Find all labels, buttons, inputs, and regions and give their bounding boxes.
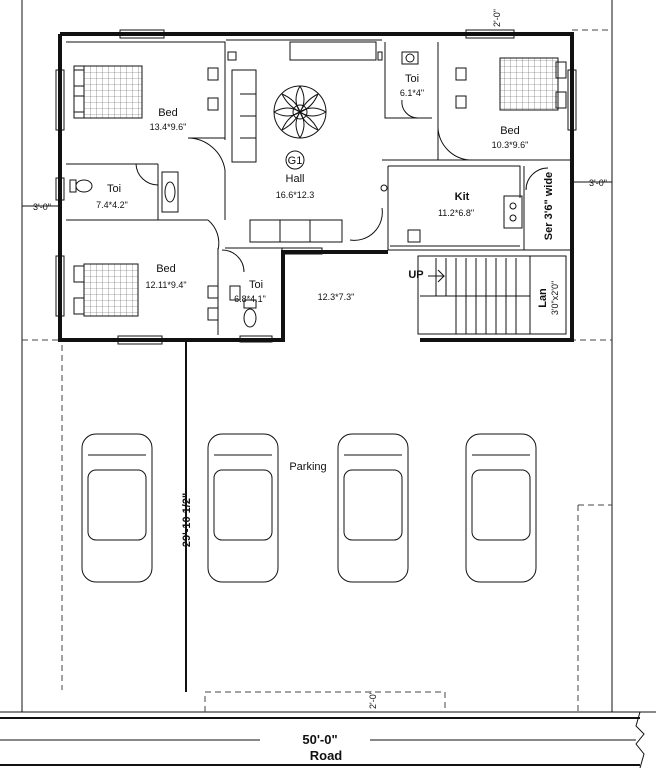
bed3-name: Bed	[156, 263, 176, 275]
stair-up-label: UP	[408, 269, 424, 281]
gate-setback	[205, 692, 445, 712]
car-3	[338, 434, 408, 582]
toi2-size: 7.4*4.2"	[96, 200, 128, 210]
road-label: Road	[309, 748, 343, 763]
kitchen-fixtures	[390, 196, 522, 246]
car-1	[82, 434, 152, 582]
bed-furniture-1	[74, 66, 218, 118]
toi1-name: Toi	[404, 73, 420, 85]
stair-area-size: 12.3*7.3"	[317, 292, 355, 302]
front-dimension: 2'-0"	[368, 691, 378, 709]
rosette-rug	[274, 86, 326, 138]
bed1-name: Bed	[158, 107, 178, 119]
lan-name: Lan	[537, 288, 549, 308]
car-2	[208, 434, 278, 582]
bed3-size: 12.11*9.4"	[145, 280, 187, 290]
left-dimension: 3'-0"	[33, 202, 51, 212]
parking-label: Parking	[289, 461, 327, 473]
right-dimension: 3'-0"	[589, 178, 607, 188]
bed1-size: 13.4*9.6"	[149, 122, 187, 132]
top-dimension: 2'-0"	[492, 9, 502, 27]
bed2-name: Bed	[500, 125, 520, 137]
toi2-name: Toi	[106, 183, 122, 195]
toi1-size: 6.1*4"	[399, 88, 425, 98]
service-label: Ser 3'6" wide	[543, 171, 555, 241]
width-dimension: 50'-0"	[302, 732, 338, 747]
depth-dimension: 29'-10 1/2"	[181, 492, 193, 548]
kit-name: Kit	[454, 191, 470, 203]
lan-size: 3'0"x2'0"	[550, 280, 560, 316]
toi3-name: Toi	[248, 279, 264, 291]
road	[0, 712, 644, 768]
hall-size: 16.6*12.3	[275, 190, 315, 200]
car-4	[466, 434, 536, 582]
hall-code: G1	[287, 155, 303, 167]
toi3-size: 6.8*4.1"	[234, 294, 266, 304]
bed-furniture-3	[74, 264, 218, 320]
kit-size: 11.2*6.8"	[437, 208, 475, 218]
parking-cars	[82, 434, 536, 582]
hall-name: Hall	[285, 173, 305, 185]
bed-furniture-2	[456, 58, 566, 110]
hall-furniture	[228, 52, 387, 242]
bed2-size: 10.3*9.6"	[491, 140, 529, 150]
